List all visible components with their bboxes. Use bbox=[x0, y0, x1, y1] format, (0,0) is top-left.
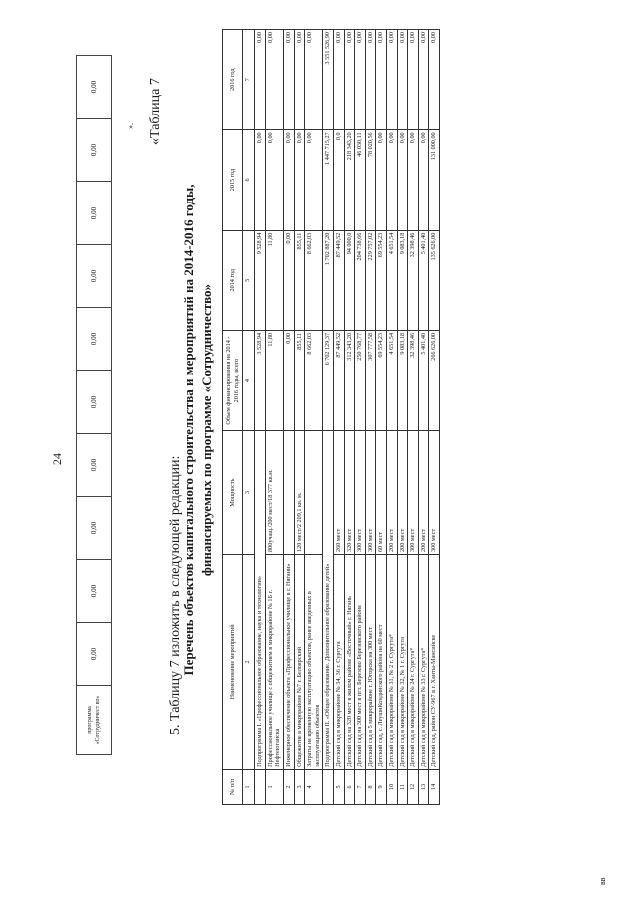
row-power: 200 мест bbox=[386, 431, 397, 555]
row-total: 266 626,00 bbox=[429, 330, 440, 430]
row-2015: 0,00 bbox=[305, 130, 323, 230]
row-number: 14 bbox=[429, 769, 440, 804]
table-row bbox=[305, 30, 323, 805]
instruction-text: 5. Таблицу 7 изложить в следующей редакции: bbox=[168, 455, 183, 735]
row-power: 120 мест/2 209,1 кв. м. bbox=[294, 431, 305, 555]
row-number: 6 bbox=[344, 769, 355, 804]
row-total: 11,80 bbox=[265, 330, 283, 430]
previous-table-value: 0,00 bbox=[77, 119, 112, 182]
row-power: 60 мест bbox=[376, 431, 387, 555]
section-row bbox=[323, 30, 334, 805]
page-number: 24 bbox=[50, 453, 64, 465]
row-2014: 229 757,02 bbox=[365, 230, 376, 330]
row-total: 6 702 129,37 bbox=[323, 330, 334, 430]
row-2015: 0,00 bbox=[397, 130, 408, 230]
table-header-row bbox=[223, 30, 243, 805]
table-title-line: Перечень объектов капитального строительства и мероприятий на 2014-2016 годы, bbox=[181, 184, 196, 676]
row-power: 200 мест bbox=[397, 431, 408, 555]
row-2014: 9 528,94 bbox=[255, 230, 266, 330]
row-name: Детский сад в микрорайоне № 34, 36 г. Сургута bbox=[333, 554, 344, 769]
section-title: Подпрограмма II. «Общее образование. Дополнительное образование детей» bbox=[323, 431, 334, 770]
column-number: 1 bbox=[243, 769, 255, 804]
row-2014: 87 449,52 bbox=[333, 230, 344, 330]
column-number: 7 bbox=[243, 30, 255, 130]
column-number: 6 bbox=[243, 130, 255, 230]
row-2015: 131 000,00 bbox=[429, 130, 440, 230]
row-total: 855,11 bbox=[294, 330, 305, 430]
previous-table-value: 0,00 bbox=[77, 308, 112, 371]
section-num-cell bbox=[323, 769, 334, 804]
table-row bbox=[294, 30, 305, 805]
row-2015: 218 343,20 bbox=[344, 130, 355, 230]
row-total: 0,00 bbox=[283, 330, 294, 430]
row-2016: 0,00 bbox=[255, 30, 266, 130]
column-numbers-row bbox=[243, 30, 255, 805]
corner-mark: вв bbox=[598, 877, 607, 885]
row-2015: 0,00 bbox=[418, 130, 429, 230]
row-name: Общежитие в микрорайоне №7 г. Белоярский bbox=[294, 554, 305, 769]
header-2016: 2016 год bbox=[223, 30, 243, 130]
row-2014: 855,11 bbox=[294, 230, 305, 330]
previous-table-value: 0,00 bbox=[77, 245, 112, 308]
column-number: 4 bbox=[243, 330, 255, 430]
objects-table bbox=[222, 29, 440, 805]
row-name: Затраты на временную эксплуатацию объектов, ранее введенных в эксплуатацию объектов bbox=[305, 554, 323, 769]
row-total: 3 528,94 bbox=[255, 330, 266, 430]
previous-table-value: 0,00 bbox=[77, 497, 112, 560]
row-power bbox=[283, 431, 294, 555]
header-2014: 2014 год bbox=[223, 230, 243, 330]
row-2016: 0,00 bbox=[333, 30, 344, 130]
previous-table-fragment bbox=[76, 55, 112, 755]
row-power: 800учащ./200 мест/18 377 кв.м. bbox=[265, 431, 283, 555]
row-2016: 0,00 bbox=[305, 30, 323, 130]
row-number: 12 bbox=[408, 769, 419, 804]
previous-table-end-mark: ». bbox=[126, 123, 135, 129]
row-2016: 0,00 bbox=[429, 30, 440, 130]
row-2016: 0,00 bbox=[265, 30, 283, 130]
row-2014: 4 651,54 bbox=[386, 230, 397, 330]
column-number: 3 bbox=[243, 431, 255, 555]
row-2015: 0,00 bbox=[294, 130, 305, 230]
row-2014: 204 738,66 bbox=[355, 230, 366, 330]
row-name: Детский сад в 5 микрорайоне г. Югорска на 300 мест bbox=[365, 554, 376, 769]
row-2015: 0,00 bbox=[265, 130, 283, 230]
row-number: 3 bbox=[294, 769, 305, 804]
row-2014: 0,00 bbox=[283, 230, 294, 330]
table-row bbox=[429, 30, 440, 805]
row-power: 320 мест bbox=[344, 431, 355, 555]
header-2015: 2015 год bbox=[223, 130, 243, 230]
row-number: 13 bbox=[418, 769, 429, 804]
row-2016: 0,00 bbox=[418, 30, 429, 130]
header-name: Наименование мероприятий bbox=[223, 554, 243, 769]
row-2015: 0,00 bbox=[283, 130, 294, 230]
row-total: 250 768,77 bbox=[355, 330, 366, 430]
row-2014: 69 554,23 bbox=[376, 230, 387, 330]
row-2016: 0,00 bbox=[344, 30, 355, 130]
table-row bbox=[397, 30, 408, 805]
row-total: 87 449,52 bbox=[333, 330, 344, 430]
table-title-line: финансируемых по программе «Сотрудничество» bbox=[199, 283, 214, 577]
previous-table-row bbox=[77, 56, 112, 755]
row-total: 312 343,20 bbox=[344, 330, 355, 430]
row-2016: 0,00 bbox=[283, 30, 294, 130]
previous-table-label: программа «Сотрудничест во» bbox=[77, 686, 112, 755]
row-name: Детский сад, район СУ-967 в г. Ханты-Мансийске bbox=[429, 554, 440, 769]
row-2014: 1 702 887,20 bbox=[323, 230, 334, 330]
table-body bbox=[255, 30, 440, 805]
previous-table-value: 0,00 bbox=[77, 623, 112, 686]
row-number: 11 bbox=[397, 769, 408, 804]
table-row bbox=[386, 30, 397, 805]
row-name: Детский сад, с. ЛеушиКондинского района на 60 мест bbox=[376, 554, 387, 769]
table-row bbox=[265, 30, 283, 805]
row-power bbox=[305, 431, 323, 555]
row-name: Детский сад в микрорайоне № 24 г. Сургута* bbox=[408, 554, 419, 769]
table-row bbox=[408, 30, 419, 805]
row-2015: 0,00 bbox=[386, 130, 397, 230]
row-number: 9 bbox=[376, 769, 387, 804]
row-number: 1 bbox=[265, 769, 283, 804]
row-2015: 0,00 bbox=[376, 130, 387, 230]
row-2016: 0,00 bbox=[355, 30, 366, 130]
row-2016: 3 551 526,90 bbox=[323, 30, 334, 130]
row-name: Профессиональное училище с общежитием в микрорайоне № 1Б г. Нефтеюганска bbox=[265, 554, 283, 769]
row-number: 7 bbox=[355, 769, 366, 804]
row-2014: 8 662,03 bbox=[305, 230, 323, 330]
row-number: 2 bbox=[283, 769, 294, 804]
row-2015: 0,00 bbox=[408, 130, 419, 230]
row-power: 300 мест bbox=[429, 431, 440, 555]
row-total: 5 401,40 bbox=[418, 330, 429, 430]
row-total: 69 554,23 bbox=[376, 330, 387, 430]
table-row bbox=[283, 30, 294, 805]
row-2014: 32 398,46 bbox=[408, 230, 419, 330]
row-name: Детский сад на 300 мест в пгт. Березово Березовского района bbox=[355, 554, 366, 769]
table-label: «Таблица 7 bbox=[148, 78, 163, 145]
previous-table-value: 0,00 bbox=[77, 182, 112, 245]
row-power: 300 мест bbox=[365, 431, 376, 555]
previous-table-value: 0,00 bbox=[77, 560, 112, 623]
row-number: 5 bbox=[333, 769, 344, 804]
row-total: 307 777,58 bbox=[365, 330, 376, 430]
previous-table-value: 0,00 bbox=[77, 371, 112, 434]
row-name: Детский сад в микрорайоне № 32, № 1 г. Сургута bbox=[397, 554, 408, 769]
row-2014: 94 000,0 bbox=[344, 230, 355, 330]
row-power: 300 мест bbox=[355, 431, 366, 555]
row-2014: 11,80 bbox=[265, 230, 283, 330]
row-2016: 0,00 bbox=[294, 30, 305, 130]
table-row bbox=[355, 30, 366, 805]
row-power: 300 мест bbox=[408, 431, 419, 555]
header-num: № п/п bbox=[223, 769, 243, 804]
table-title bbox=[180, 130, 216, 730]
column-number: 2 bbox=[243, 554, 255, 769]
table-row bbox=[376, 30, 387, 805]
table-row bbox=[344, 30, 355, 805]
row-name: Детский сад в микрорайоне № 33 г. Сургута* bbox=[418, 554, 429, 769]
section-num-cell bbox=[255, 769, 266, 804]
row-2016: 0,00 bbox=[408, 30, 419, 130]
section-title: Подпрограмма I. «Профессиональное образование, наука и технологии» bbox=[255, 431, 266, 770]
row-total: 8 662,03 bbox=[305, 330, 323, 430]
section-row bbox=[255, 30, 266, 805]
row-2015: 0,0 bbox=[333, 130, 344, 230]
row-2015: 0,00 bbox=[255, 130, 266, 230]
row-2016: 0,00 bbox=[386, 30, 397, 130]
row-2015: 1 447 715,27 bbox=[323, 130, 334, 230]
row-2015: 78 020,56 bbox=[365, 130, 376, 230]
previous-table-value: 0,00 bbox=[77, 434, 112, 497]
row-name: Инженерное обеспечение объекта «Профессиональное училище в г. Нягани» bbox=[283, 554, 294, 769]
row-number: 10 bbox=[386, 769, 397, 804]
row-total: 9 083,18 bbox=[397, 330, 408, 430]
row-2016: 0,00 bbox=[365, 30, 376, 130]
table-row bbox=[365, 30, 376, 805]
row-2015: 46 030,11 bbox=[355, 130, 366, 230]
row-2014: 5 401,40 bbox=[418, 230, 429, 330]
row-power: 260 мест bbox=[333, 431, 344, 555]
row-total: 4 651,54 bbox=[386, 330, 397, 430]
header-power: Мощность bbox=[223, 431, 243, 555]
row-number: 8 bbox=[365, 769, 376, 804]
row-name: Детский сад на 320 мест в жилом районе «Восточный» г. Нягань bbox=[344, 554, 355, 769]
header-total: Объем финансирования на 2014 - 2016 годы, всего bbox=[223, 330, 243, 430]
row-number: 4 bbox=[305, 769, 323, 804]
table-row bbox=[333, 30, 344, 805]
previous-table-value: 0,00 bbox=[77, 56, 112, 119]
row-power: 200 мест bbox=[418, 431, 429, 555]
row-2016: 0,00 bbox=[397, 30, 408, 130]
table-row bbox=[418, 30, 429, 805]
row-2014: 135 626,00 bbox=[429, 230, 440, 330]
row-2016: 0,00 bbox=[376, 30, 387, 130]
row-2014: 9 083,18 bbox=[397, 230, 408, 330]
row-total: 32 398,46 bbox=[408, 330, 419, 430]
column-number: 5 bbox=[243, 230, 255, 330]
row-name: Детский сад в микрорайоне № 31, № 2 г. Сургута* bbox=[386, 554, 397, 769]
